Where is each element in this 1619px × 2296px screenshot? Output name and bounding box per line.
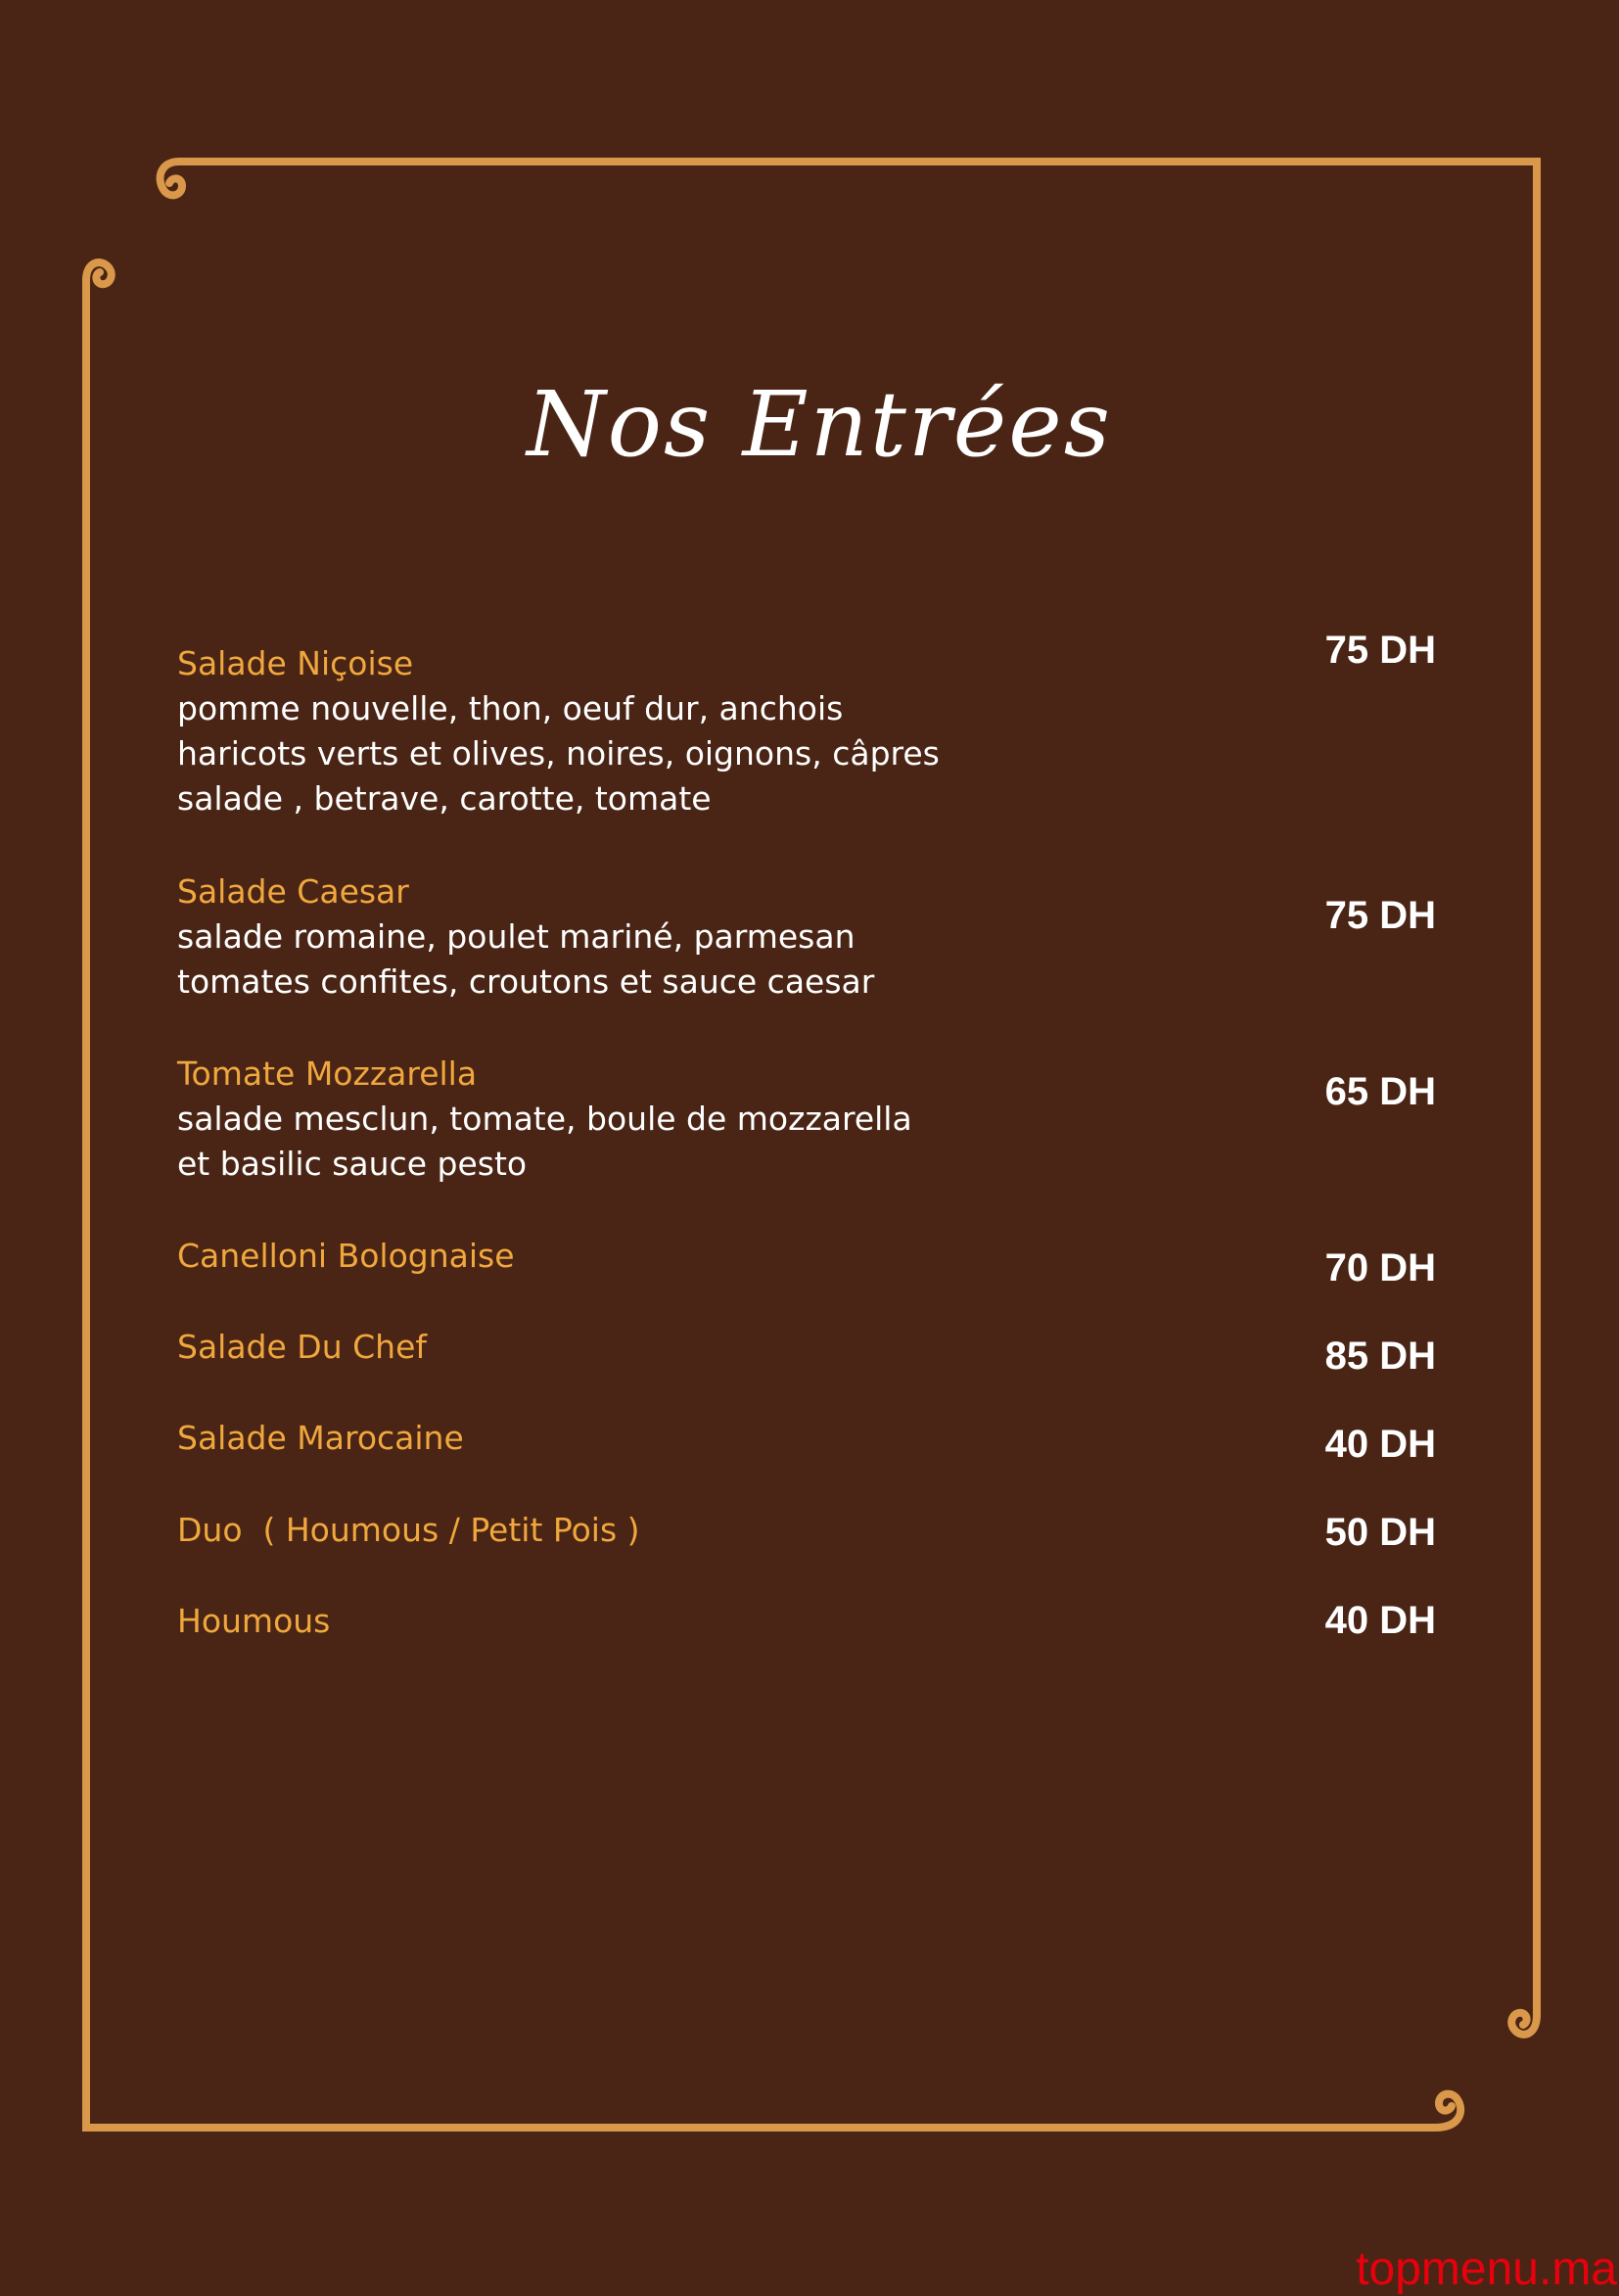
item-price: 85 DH xyxy=(1324,1335,1436,1378)
item-description-line: salade romaine, poulet mariné, parmesan xyxy=(177,917,856,956)
item-price: 40 DH xyxy=(1324,1423,1436,1466)
item-description-line: haricots verts et olives, noires, oignons, câpres xyxy=(177,734,940,773)
item-price: 70 DH xyxy=(1324,1246,1436,1289)
item-name: Tomate Mozzarella xyxy=(177,1054,478,1093)
item-name: Duo ( Houmous / Petit Pois ) xyxy=(177,1511,640,1549)
item-name: Canelloni Bolognaise xyxy=(177,1237,515,1275)
item-price: 65 DH xyxy=(1324,1070,1436,1113)
item-name: Salade Marocaine xyxy=(177,1419,464,1457)
item-price: 75 DH xyxy=(1324,894,1436,937)
item-price: 50 DH xyxy=(1324,1511,1436,1554)
item-description-line: tomates confites, croutons et sauce caesar xyxy=(177,962,875,1001)
menu-title: Nos Entrées xyxy=(527,372,1112,477)
menu-item xyxy=(177,1325,1440,1370)
item-name: Salade Caesar xyxy=(177,872,409,911)
frame-top-left-curl xyxy=(161,162,182,195)
item-name: Salade Du Chef xyxy=(177,1328,427,1366)
frame-right-curl xyxy=(1511,2013,1537,2035)
menu-item xyxy=(177,641,1440,821)
menu-item xyxy=(177,869,1440,1005)
frame-bottom-left-bracket xyxy=(86,280,1435,2128)
item-name: Salade Niçoise xyxy=(177,644,414,682)
item-description-line: pomme nouvelle, thon, oeuf dur, anchois xyxy=(177,689,844,727)
menu-item xyxy=(177,1599,1440,1644)
frame-left-curl xyxy=(86,262,112,284)
watermark: topmenu.ma xyxy=(1356,2243,1617,2295)
item-price: 40 DH xyxy=(1324,1599,1436,1642)
item-description-line: et basilic sauce pesto xyxy=(177,1145,528,1183)
frame-bottom-right-curl xyxy=(1435,2094,1460,2128)
item-description-line: salade mesclun, tomate, boule de mozzarella xyxy=(177,1100,912,1138)
menu-item xyxy=(177,1416,1440,1461)
item-name: Houmous xyxy=(177,1602,331,1640)
item-description-line: salade , betrave, carotte, tomate xyxy=(177,779,712,818)
menu-item xyxy=(177,1508,1440,1553)
menu-item xyxy=(177,1052,1440,1187)
item-price: 75 DH xyxy=(1324,629,1436,672)
menu-item xyxy=(177,1234,1440,1279)
